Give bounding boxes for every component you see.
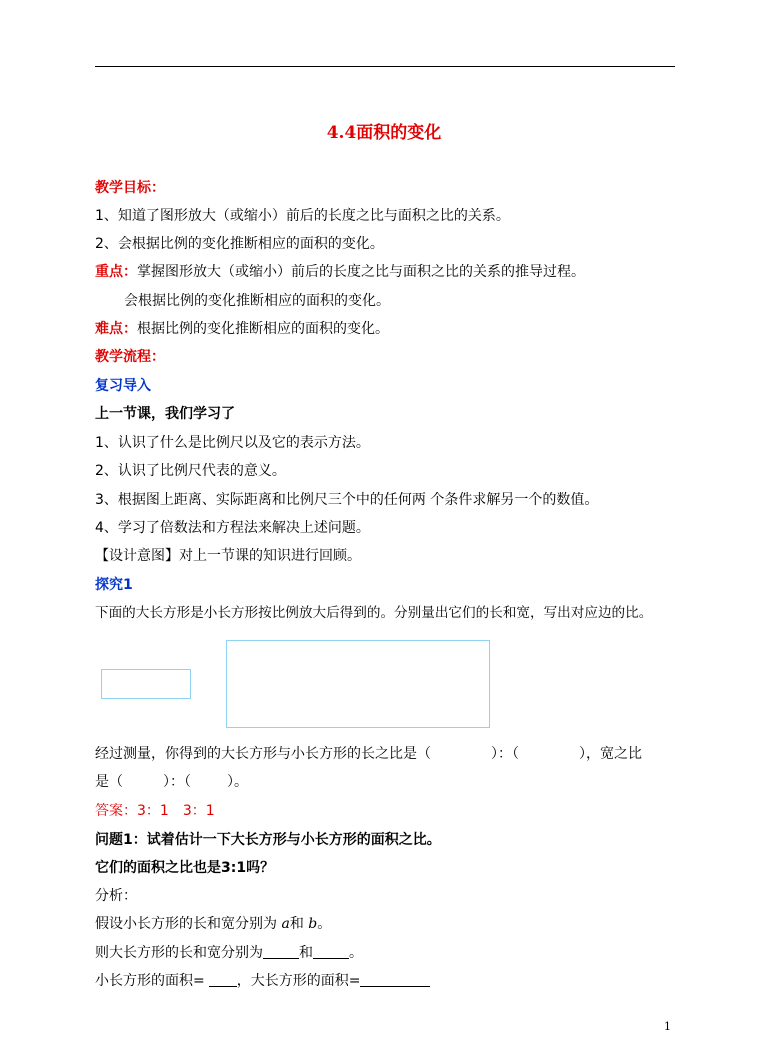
review-item-1: 1、认识了什么是比例尺以及它的表示方法。	[95, 435, 370, 451]
blank-underline	[360, 972, 430, 987]
measure-line-1	[95, 744, 642, 764]
header-rule	[95, 66, 675, 67]
measure-line-2	[95, 772, 248, 792]
difficulty-line	[95, 319, 389, 339]
explore-heading: 探究1	[95, 577, 133, 593]
design-intent: 【设计意图】对上一节课的知识进行回顾。	[95, 548, 361, 564]
area-large-text: ，大长方形的面积=	[236, 973, 361, 989]
analysis-label: 分析：	[95, 888, 137, 904]
question-1-line-2: 它们的面积之比也是3:1吗？	[95, 860, 275, 876]
difficulty-label: 难点：	[95, 321, 137, 337]
blank-underline	[209, 972, 237, 987]
assume-text: 假设小长方形的长和宽分别为	[95, 916, 282, 932]
then-and: 和	[299, 945, 313, 961]
measure-text-d: ）。	[227, 774, 248, 790]
measure-text-b: ），宽之比	[579, 746, 642, 762]
blank-underline	[263, 944, 299, 959]
then-text: 则大长方形的长和宽分别为	[95, 945, 263, 961]
key-point-label: 重点：	[95, 264, 137, 280]
review-item-3: 3、根据图上距离、实际距离和比例尺三个中的任何两 个条件求解另一个的数值。	[95, 492, 599, 508]
large-rectangle	[226, 640, 490, 728]
process-heading: 教学流程：	[95, 349, 165, 365]
key-point-text: 掌握图形放大（或缩小）前后的长度之比与面积之比的关系的推导过程。	[137, 264, 585, 280]
assume-end: 。	[317, 916, 332, 932]
then-end: 。	[349, 945, 363, 961]
objectives-heading: 教学目标：	[95, 180, 165, 196]
page-number: 1	[664, 1020, 671, 1033]
answer: 答案：3：1 3：1	[95, 803, 215, 819]
review-intro: 上一节课，我们学习了	[95, 406, 235, 422]
colon-1: ）：（	[491, 746, 519, 762]
area-line	[95, 971, 430, 991]
area-small-text: 小长方形的面积=	[95, 973, 205, 989]
objective-item-2: 2、会根据比例的变化推断相应的面积的变化。	[95, 236, 384, 252]
review-item-2: 2、认识了比例尺代表的意义。	[95, 463, 286, 479]
question-1-line-1: 问题1：试着估计一下大长方形与小长方形的面积之比。	[95, 832, 441, 848]
var-b: b	[308, 916, 318, 932]
blank-underline	[313, 944, 349, 959]
then-line	[95, 943, 363, 963]
colon-2: ）：（	[163, 774, 191, 790]
page-title: 4.4面积的变化	[326, 123, 442, 143]
var-a: a	[281, 916, 290, 932]
review-heading: 复习导入	[95, 378, 151, 394]
review-item-4: 4、学习了倍数法和方程法来解决上述问题。	[95, 520, 370, 536]
difficulty-text: 根据比例的变化推断相应的面积的变化。	[137, 321, 389, 337]
explore-prompt: 下面的大长方形是小长方形按比例放大后得到的。分别量出它们的长和宽，写出对应边的比。	[95, 605, 653, 621]
measure-text-c: 是（	[95, 774, 123, 790]
assume-line	[95, 914, 331, 934]
key-point-line	[95, 262, 585, 282]
objective-item-1: 1、知道了图形放大（或缩小）前后的长度之比与面积之比的关系。	[95, 208, 510, 224]
small-rectangle	[101, 669, 191, 699]
key-point-text-2: 会根据比例的变化推断相应的面积的变化。	[124, 293, 390, 309]
assume-and: 和	[289, 916, 309, 932]
measure-text-a: 经过测量，你得到的大长方形与小长方形的长之比是（	[95, 746, 431, 762]
